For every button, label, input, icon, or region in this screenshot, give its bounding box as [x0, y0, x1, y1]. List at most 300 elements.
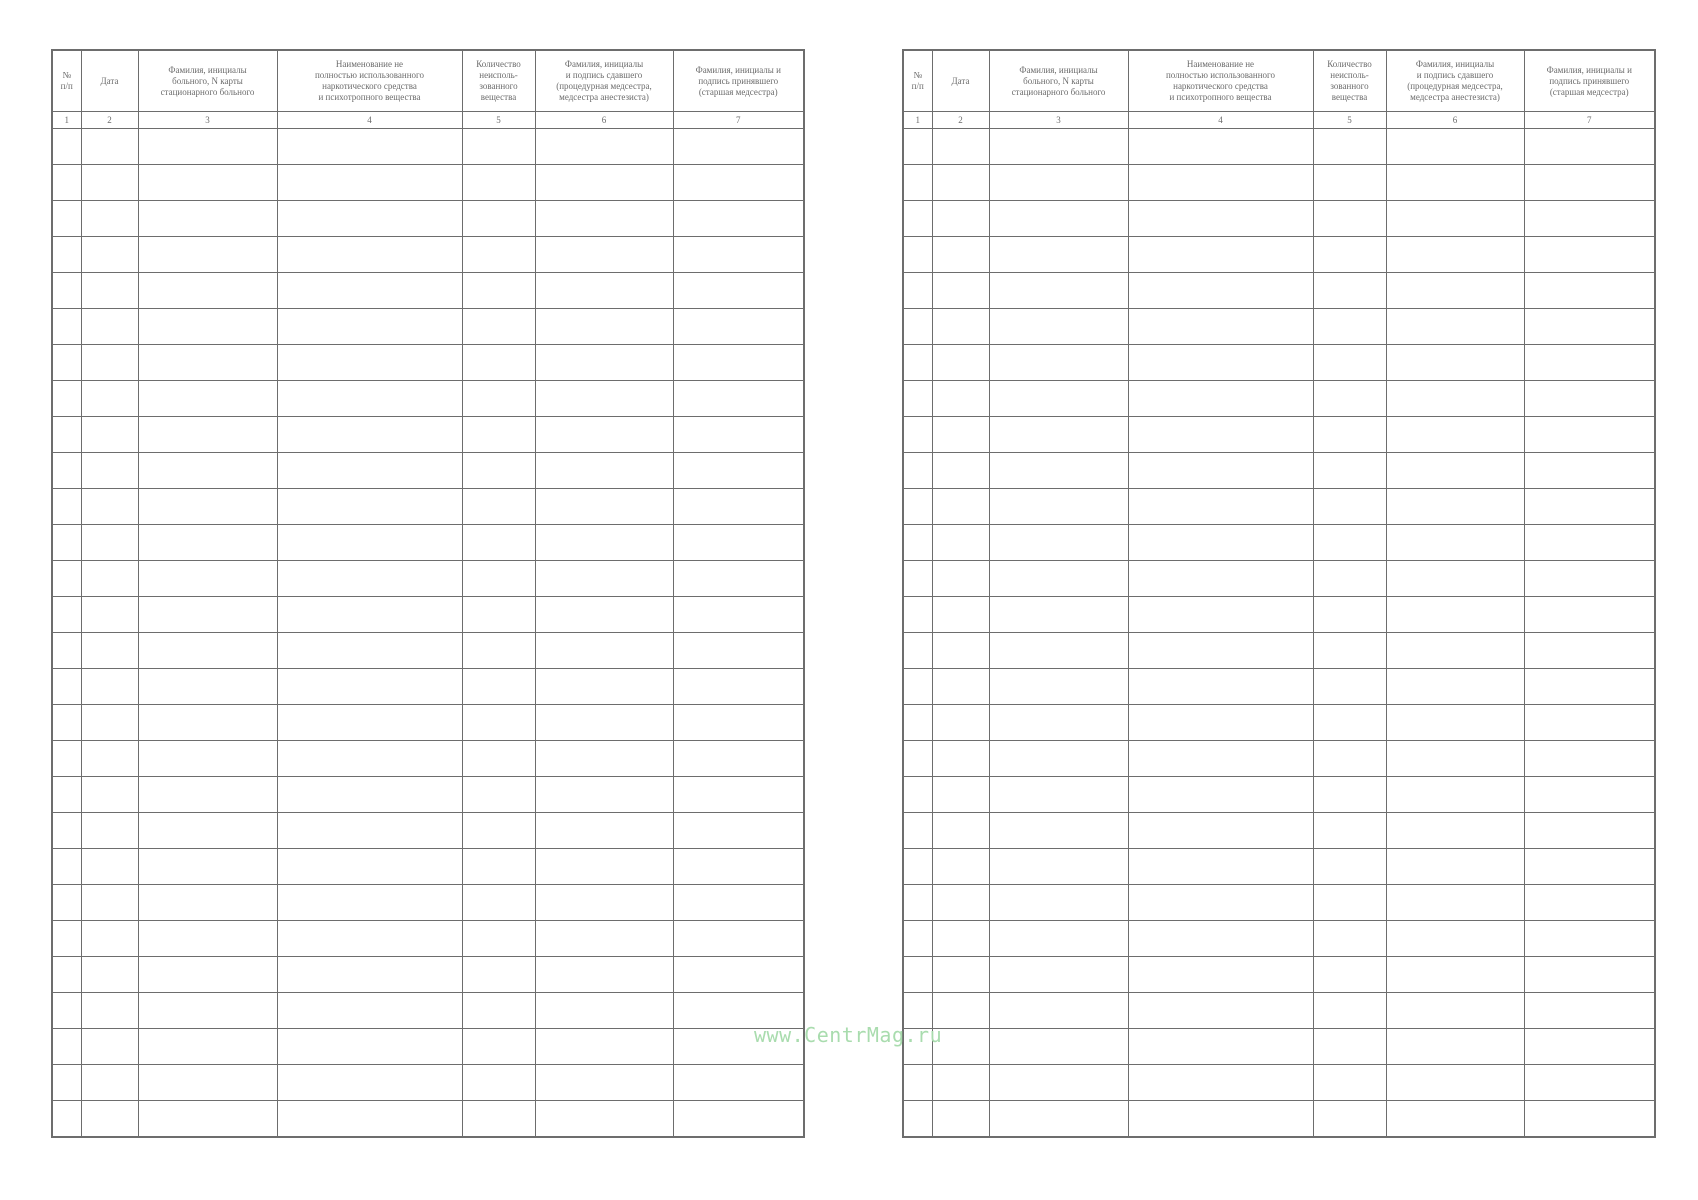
table-cell [903, 813, 932, 849]
table-cell [903, 129, 932, 165]
table-cell [462, 345, 535, 381]
table-cell [81, 885, 138, 921]
table-cell [903, 777, 932, 813]
table-cell [52, 669, 81, 705]
col-number: 7 [673, 112, 804, 129]
table-cell [1313, 273, 1386, 309]
table-cell [1313, 453, 1386, 489]
table-cell [52, 273, 81, 309]
col-number: 1 [52, 112, 81, 129]
table-cell [277, 597, 462, 633]
table-cell [138, 777, 277, 813]
table-cell [1524, 633, 1655, 669]
table-cell [1386, 381, 1524, 417]
table-cell [535, 993, 673, 1029]
table-cell [1128, 453, 1313, 489]
table-cell [138, 489, 277, 525]
table-cell [52, 525, 81, 561]
table-row [903, 525, 1655, 561]
table-row [903, 309, 1655, 345]
table-cell [1386, 309, 1524, 345]
table-cell [673, 165, 804, 201]
table-cell [277, 1101, 462, 1138]
table-cell [1313, 777, 1386, 813]
table-cell [81, 165, 138, 201]
table-cell [1313, 201, 1386, 237]
table-cell [1313, 705, 1386, 741]
table-cell [903, 237, 932, 273]
table-cell [535, 1029, 673, 1065]
table-cell [1524, 741, 1655, 777]
table-cell [1524, 777, 1655, 813]
table-cell [535, 345, 673, 381]
table-row [52, 993, 804, 1029]
table-cell [673, 309, 804, 345]
table-cell [81, 669, 138, 705]
table-cell [81, 849, 138, 885]
table-cell [535, 129, 673, 165]
table-row [52, 489, 804, 525]
table-row [903, 453, 1655, 489]
table-cell [989, 237, 1128, 273]
table-cell [1524, 1101, 1655, 1138]
table-cell [1128, 129, 1313, 165]
table-row [52, 885, 804, 921]
table-cell [52, 777, 81, 813]
table-cell [673, 849, 804, 885]
table-cell [535, 489, 673, 525]
table-cell [903, 165, 932, 201]
table-cell [138, 921, 277, 957]
table-cell [1386, 273, 1524, 309]
col-header-received: Фамилия, инициалы и подпись принявшего (старшая медсестра) [673, 50, 804, 112]
table-cell [462, 741, 535, 777]
table-cell [52, 813, 81, 849]
table-cell [1386, 1101, 1524, 1138]
table-cell [673, 1065, 804, 1101]
table-cell [1386, 165, 1524, 201]
table-cell [52, 849, 81, 885]
table-cell [1524, 525, 1655, 561]
table-cell [932, 417, 989, 453]
table-cell [535, 849, 673, 885]
table-cell [932, 273, 989, 309]
table-cell [462, 1065, 535, 1101]
table-cell [932, 849, 989, 885]
table-cell [277, 309, 462, 345]
col-header-date: Дата [932, 50, 989, 112]
table-cell [673, 237, 804, 273]
table-cell [535, 237, 673, 273]
table-cell [138, 957, 277, 993]
table-cell [81, 813, 138, 849]
table-cell [535, 525, 673, 561]
table-cell [989, 129, 1128, 165]
table-cell [932, 633, 989, 669]
table-cell [535, 309, 673, 345]
table-cell [1128, 957, 1313, 993]
table-cell [535, 705, 673, 741]
table-cell [81, 201, 138, 237]
table-cell [277, 885, 462, 921]
table-row [903, 129, 1655, 165]
table-cell [989, 489, 1128, 525]
table-cell [932, 237, 989, 273]
table-row [52, 813, 804, 849]
table-cell [989, 957, 1128, 993]
table-cell [535, 417, 673, 453]
table-row [52, 201, 804, 237]
table-cell [535, 165, 673, 201]
table-cell [52, 633, 81, 669]
table-cell [1386, 705, 1524, 741]
table-cell [277, 957, 462, 993]
table-cell [1313, 309, 1386, 345]
table-cell [535, 777, 673, 813]
table-cell [1386, 129, 1524, 165]
table-row [52, 525, 804, 561]
table-cell [1313, 957, 1386, 993]
table-cell [81, 1029, 138, 1065]
table-cell [52, 1101, 81, 1138]
table-cell [138, 273, 277, 309]
table-cell [81, 597, 138, 633]
table-cell [1128, 201, 1313, 237]
table-cell [81, 309, 138, 345]
col-number: 2 [932, 112, 989, 129]
table-cell [535, 453, 673, 489]
table-cell [932, 381, 989, 417]
table-cell [462, 129, 535, 165]
table-cell [932, 741, 989, 777]
table-cell [903, 1065, 932, 1101]
col-header-number: № п/п [52, 50, 81, 112]
table-cell [81, 525, 138, 561]
table-cell [1128, 525, 1313, 561]
table-cell [1313, 849, 1386, 885]
table-cell [1524, 993, 1655, 1029]
table-cell [989, 273, 1128, 309]
table-cell [989, 201, 1128, 237]
table-cell [138, 633, 277, 669]
col-number: 3 [138, 112, 277, 129]
table-cell [1128, 921, 1313, 957]
table-row [52, 705, 804, 741]
table-cell [138, 237, 277, 273]
table-cell [138, 561, 277, 597]
table-cell [903, 921, 932, 957]
table-cell [462, 525, 535, 561]
table-cell [535, 741, 673, 777]
table-cell [903, 489, 932, 525]
table-cell [1386, 345, 1524, 381]
table-cell [673, 417, 804, 453]
table-cell [989, 309, 1128, 345]
table-cell [989, 597, 1128, 633]
table-cell [673, 489, 804, 525]
table-cell [1524, 849, 1655, 885]
table-cell [1524, 453, 1655, 489]
table-row [903, 813, 1655, 849]
table-cell [903, 597, 932, 633]
table-cell [277, 201, 462, 237]
table-cell [277, 453, 462, 489]
table-cell [535, 561, 673, 597]
table-cell [1524, 345, 1655, 381]
table-row [903, 237, 1655, 273]
table-cell [277, 993, 462, 1029]
table-cell [138, 345, 277, 381]
table-cell [81, 237, 138, 273]
col-number: 7 [1524, 112, 1655, 129]
table-cell [1386, 489, 1524, 525]
table-cell [138, 993, 277, 1029]
table-cell [1128, 597, 1313, 633]
table-cell [1524, 1065, 1655, 1101]
col-header-substance: Наименование не полностью использованного наркотического средства и психотропного вещества [1128, 50, 1313, 112]
table-cell [1313, 165, 1386, 201]
table-cell [1128, 741, 1313, 777]
table-cell [903, 417, 932, 453]
table-cell [81, 273, 138, 309]
table-cell [462, 597, 535, 633]
table-cell [1128, 417, 1313, 453]
table-cell [138, 741, 277, 777]
table-cell [1128, 669, 1313, 705]
table-row [52, 165, 804, 201]
table-cell [903, 201, 932, 237]
table-cell [989, 705, 1128, 741]
table-cell [52, 561, 81, 597]
table-row [52, 849, 804, 885]
table-cell [81, 993, 138, 1029]
table-cell [1128, 633, 1313, 669]
col-header-date: Дата [81, 50, 138, 112]
table-cell [932, 921, 989, 957]
table-cell [535, 201, 673, 237]
table-row [903, 345, 1655, 381]
table-cell [81, 633, 138, 669]
table-cell [462, 993, 535, 1029]
table-cell [1386, 921, 1524, 957]
table-row [52, 345, 804, 381]
table-cell [1524, 561, 1655, 597]
table-cell [673, 345, 804, 381]
table-row [52, 633, 804, 669]
table-cell [1524, 309, 1655, 345]
table-cell [903, 849, 932, 885]
table-cell [277, 777, 462, 813]
table-cell [52, 237, 81, 273]
table-cell [673, 957, 804, 993]
table-cell [1128, 1065, 1313, 1101]
table-cell [903, 309, 932, 345]
table-cell [81, 1101, 138, 1138]
table-cell [462, 381, 535, 417]
table-row [52, 741, 804, 777]
journal-table [51, 49, 805, 1138]
table-cell [673, 885, 804, 921]
table-row [52, 957, 804, 993]
table-cell [1128, 849, 1313, 885]
table-row [903, 705, 1655, 741]
table-cell [81, 417, 138, 453]
table-cell [462, 957, 535, 993]
table-cell [535, 633, 673, 669]
col-header-quantity: Количество неисполь- зованного вещества [462, 50, 535, 112]
table-cell [1524, 669, 1655, 705]
table-row [52, 273, 804, 309]
table-cell [277, 705, 462, 741]
table-cell [1386, 957, 1524, 993]
table-cell [52, 129, 81, 165]
table-cell [138, 813, 277, 849]
table-cell [52, 453, 81, 489]
table-cell [989, 669, 1128, 705]
table-cell [462, 453, 535, 489]
table-cell [989, 381, 1128, 417]
table-cell [1128, 381, 1313, 417]
table-cell [1386, 561, 1524, 597]
table-cell [138, 381, 277, 417]
table-cell [277, 417, 462, 453]
table-cell [903, 273, 932, 309]
table-cell [277, 381, 462, 417]
col-header-received: Фамилия, инициалы и подпись принявшего (старшая медсестра) [1524, 50, 1655, 112]
table-cell [903, 561, 932, 597]
table-cell [989, 561, 1128, 597]
table-cell [673, 777, 804, 813]
table-row [52, 237, 804, 273]
table-cell [138, 885, 277, 921]
table-row [903, 201, 1655, 237]
table-cell [462, 705, 535, 741]
table-cell [1128, 489, 1313, 525]
table-cell [277, 921, 462, 957]
table-cell [1524, 381, 1655, 417]
table-cell [989, 417, 1128, 453]
header-row [903, 50, 1655, 112]
table-cell [1313, 741, 1386, 777]
table-cell [52, 417, 81, 453]
table-cell [81, 705, 138, 741]
table-cell [81, 345, 138, 381]
table-cell [52, 885, 81, 921]
table-cell [277, 237, 462, 273]
table-cell [138, 201, 277, 237]
table-cell [989, 1065, 1128, 1101]
table-cell [903, 669, 932, 705]
table-cell [1128, 561, 1313, 597]
table-cell [673, 525, 804, 561]
table-cell [989, 1101, 1128, 1138]
table-cell [673, 273, 804, 309]
table-cell [462, 921, 535, 957]
table-cell [138, 453, 277, 489]
table-cell [277, 633, 462, 669]
table-cell [52, 489, 81, 525]
table-cell [1386, 201, 1524, 237]
table-cell [673, 669, 804, 705]
table-cell [989, 849, 1128, 885]
table-cell [989, 633, 1128, 669]
table-row [903, 273, 1655, 309]
table-cell [277, 1029, 462, 1065]
table-cell [932, 165, 989, 201]
table-cell [1386, 777, 1524, 813]
table-cell [932, 813, 989, 849]
table-cell [932, 957, 989, 993]
table-cell [903, 345, 932, 381]
table-cell [52, 309, 81, 345]
table-cell [1128, 309, 1313, 345]
col-number: 4 [1128, 112, 1313, 129]
table-cell [989, 993, 1128, 1029]
table-cell [535, 597, 673, 633]
table-cell [1313, 525, 1386, 561]
table-cell [1386, 633, 1524, 669]
table-row [52, 453, 804, 489]
table-row [52, 921, 804, 957]
table-cell [932, 525, 989, 561]
table-cell [1128, 885, 1313, 921]
table-cell [277, 849, 462, 885]
table-row [903, 561, 1655, 597]
table-cell [1386, 1029, 1524, 1065]
journal-table [902, 49, 1656, 1138]
table-cell [277, 813, 462, 849]
table-cell [1524, 273, 1655, 309]
table-cell [138, 1101, 277, 1138]
table-cell [903, 705, 932, 741]
table-cell [462, 201, 535, 237]
table-cell [1128, 1029, 1313, 1065]
table-cell [277, 561, 462, 597]
table-cell [903, 885, 932, 921]
table-row [52, 381, 804, 417]
table-cell [52, 201, 81, 237]
table-cell [52, 1029, 81, 1065]
table-cell [138, 705, 277, 741]
table-cell [1524, 165, 1655, 201]
table-cell [1386, 525, 1524, 561]
table-cell [1313, 417, 1386, 453]
table-cell [81, 129, 138, 165]
table-cell [673, 921, 804, 957]
table-cell [81, 489, 138, 525]
journal-body [903, 129, 1655, 1138]
table-cell [673, 597, 804, 633]
table-cell [989, 885, 1128, 921]
table-row [52, 417, 804, 453]
table-cell [1128, 345, 1313, 381]
table-cell [673, 561, 804, 597]
col-header-substance: Наименование не полностью использованного наркотического средства и психотропного вещества [277, 50, 462, 112]
table-cell [673, 633, 804, 669]
journal-page-left [51, 49, 803, 1153]
table-cell [52, 345, 81, 381]
col-number: 1 [903, 112, 932, 129]
table-cell [1313, 885, 1386, 921]
table-row [903, 1065, 1655, 1101]
table-cell [903, 957, 932, 993]
table-row [52, 669, 804, 705]
table-cell [81, 453, 138, 489]
table-row [903, 957, 1655, 993]
table-row [903, 1101, 1655, 1138]
table-cell [989, 345, 1128, 381]
table-cell [1386, 237, 1524, 273]
